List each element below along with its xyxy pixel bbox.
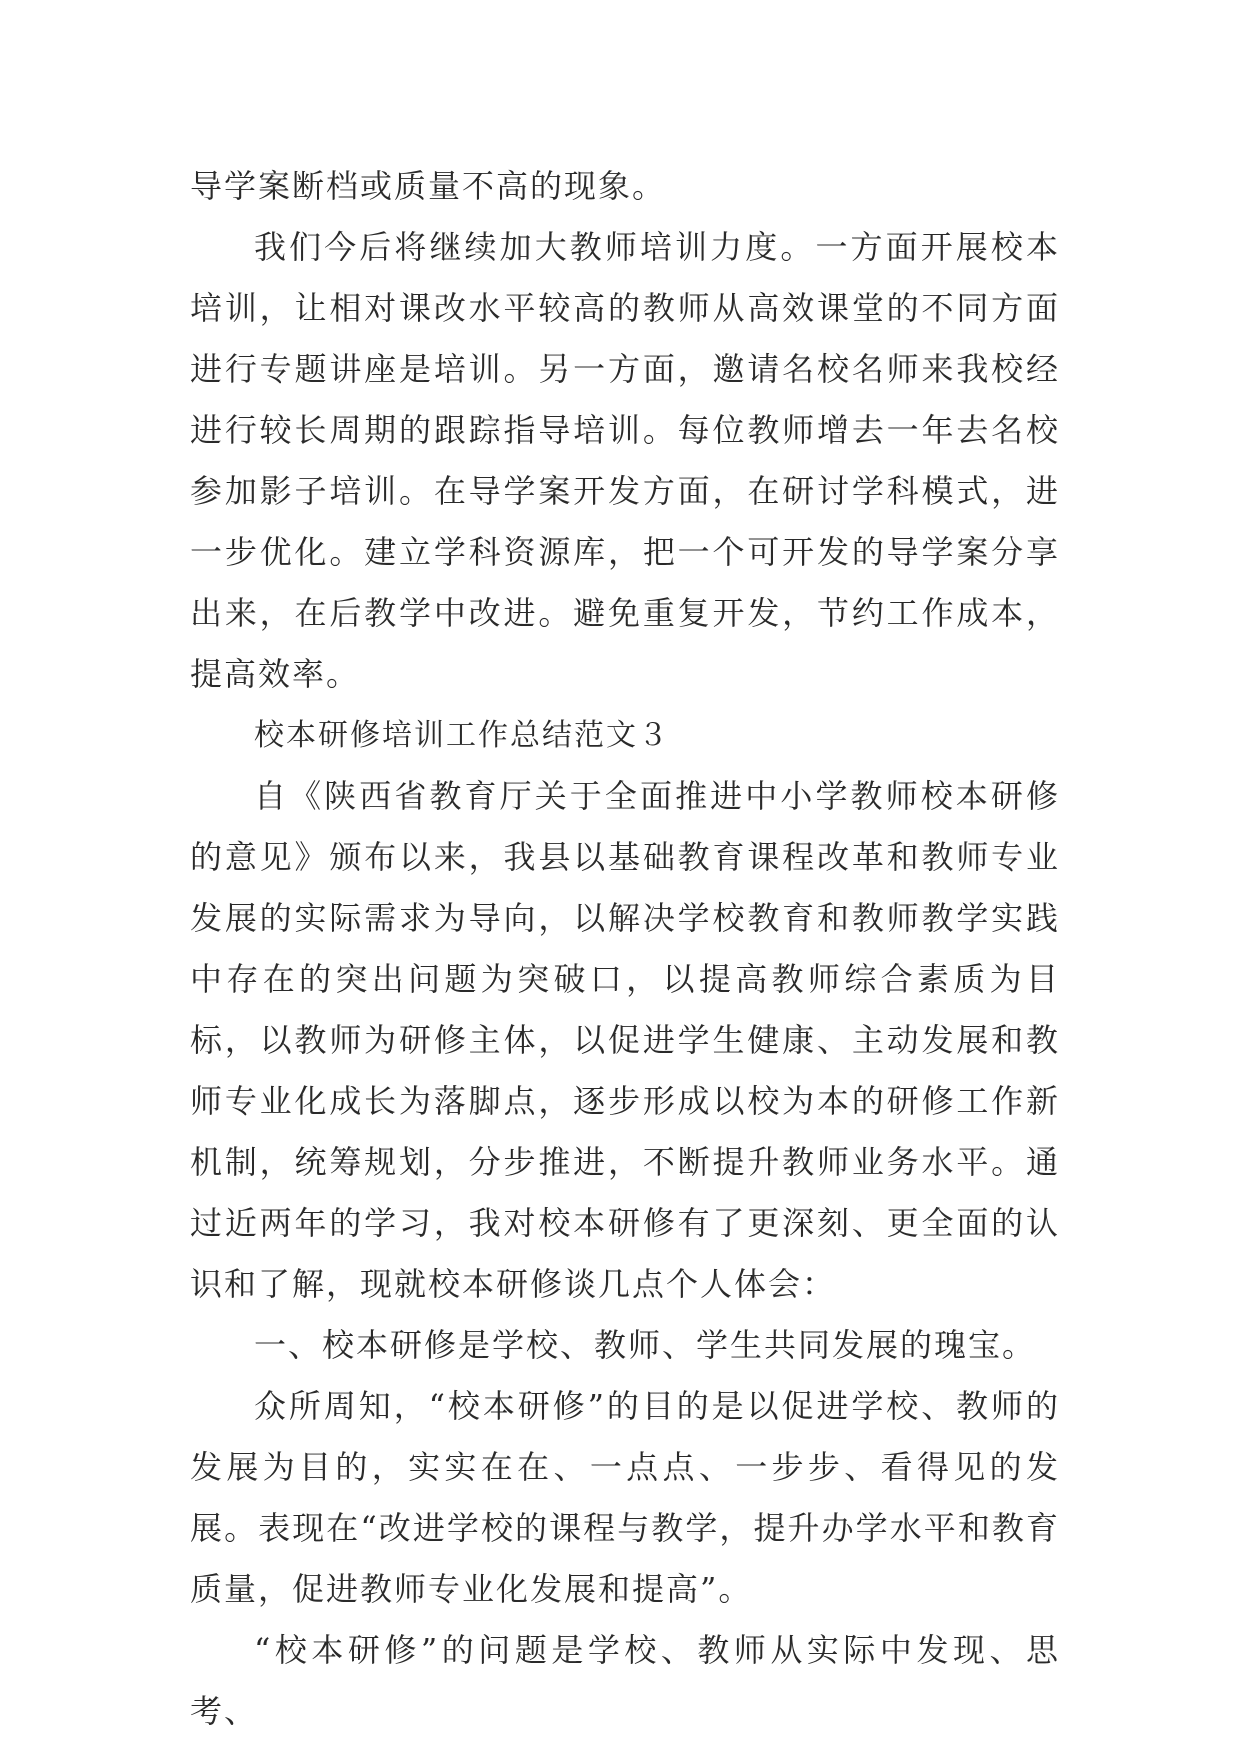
paragraph-point-one: 一、校本研修是学校、教师、学生共同发展的瑰宝。 [254, 1326, 1037, 1364]
paragraph-continuation: 导学案断档或质量不高的现象。 [190, 167, 667, 205]
paragraph-problem: “校本研修”的问题是学校、教师从实际中发现、思考、 [190, 1631, 1060, 1730]
paragraph-teacher-training: 我们今后将继续加大教师培训力度。一方面开展校本培训，让相对课改水平较高的教师从高效课堂的不同方面进行专题讲座是培训。另一方面，邀请名校名师来我校经进行较长周期的跟踪指导培训。每位教师增去一年去名校参加影子培训。在导学案开发方面，在研讨学科模式，进一步优化。建立学科资源库，把一个可开发的导学案分享出来，在后教学中改进。避免重复开发，节约工作成本，提高效率。 [190, 228, 1060, 693]
section-heading: 校本研修培训工作总结范文３ [254, 718, 670, 753]
document-body [190, 156, 1060, 1742]
paragraph-shaanxi-opinion: 自《陕西省教育厅关于全面推进中小学教师校本研修的意见》颁布以来，我县以基础教育课程改革和教师专业发展的实际需求为导向，以解决学校教育和教师教学实践中存在的突出问题为突破口，以提高教师综合素质为目标，以教师为研修主体，以促进学生健康、主动发展和教师专业化成长为落脚点，逐步形成以校为本的研修工作新机制，统筹规划，分步推进，不断提升教师业务水平。通过近两年的学习，我对校本研修有了更深刻、更全面的认识和了解，现就校本研修谈几点个人体会： [190, 777, 1060, 1303]
paragraph-purpose: 众所周知，“校本研修”的目的是以促进学校、教师的发展为目的，实实在在、一点点、一步步、看得见的发展。表现在“改进学校的课程与教学，提升办学水平和教育质量，促进教师专业化发展和提高”。 [190, 1387, 1060, 1608]
